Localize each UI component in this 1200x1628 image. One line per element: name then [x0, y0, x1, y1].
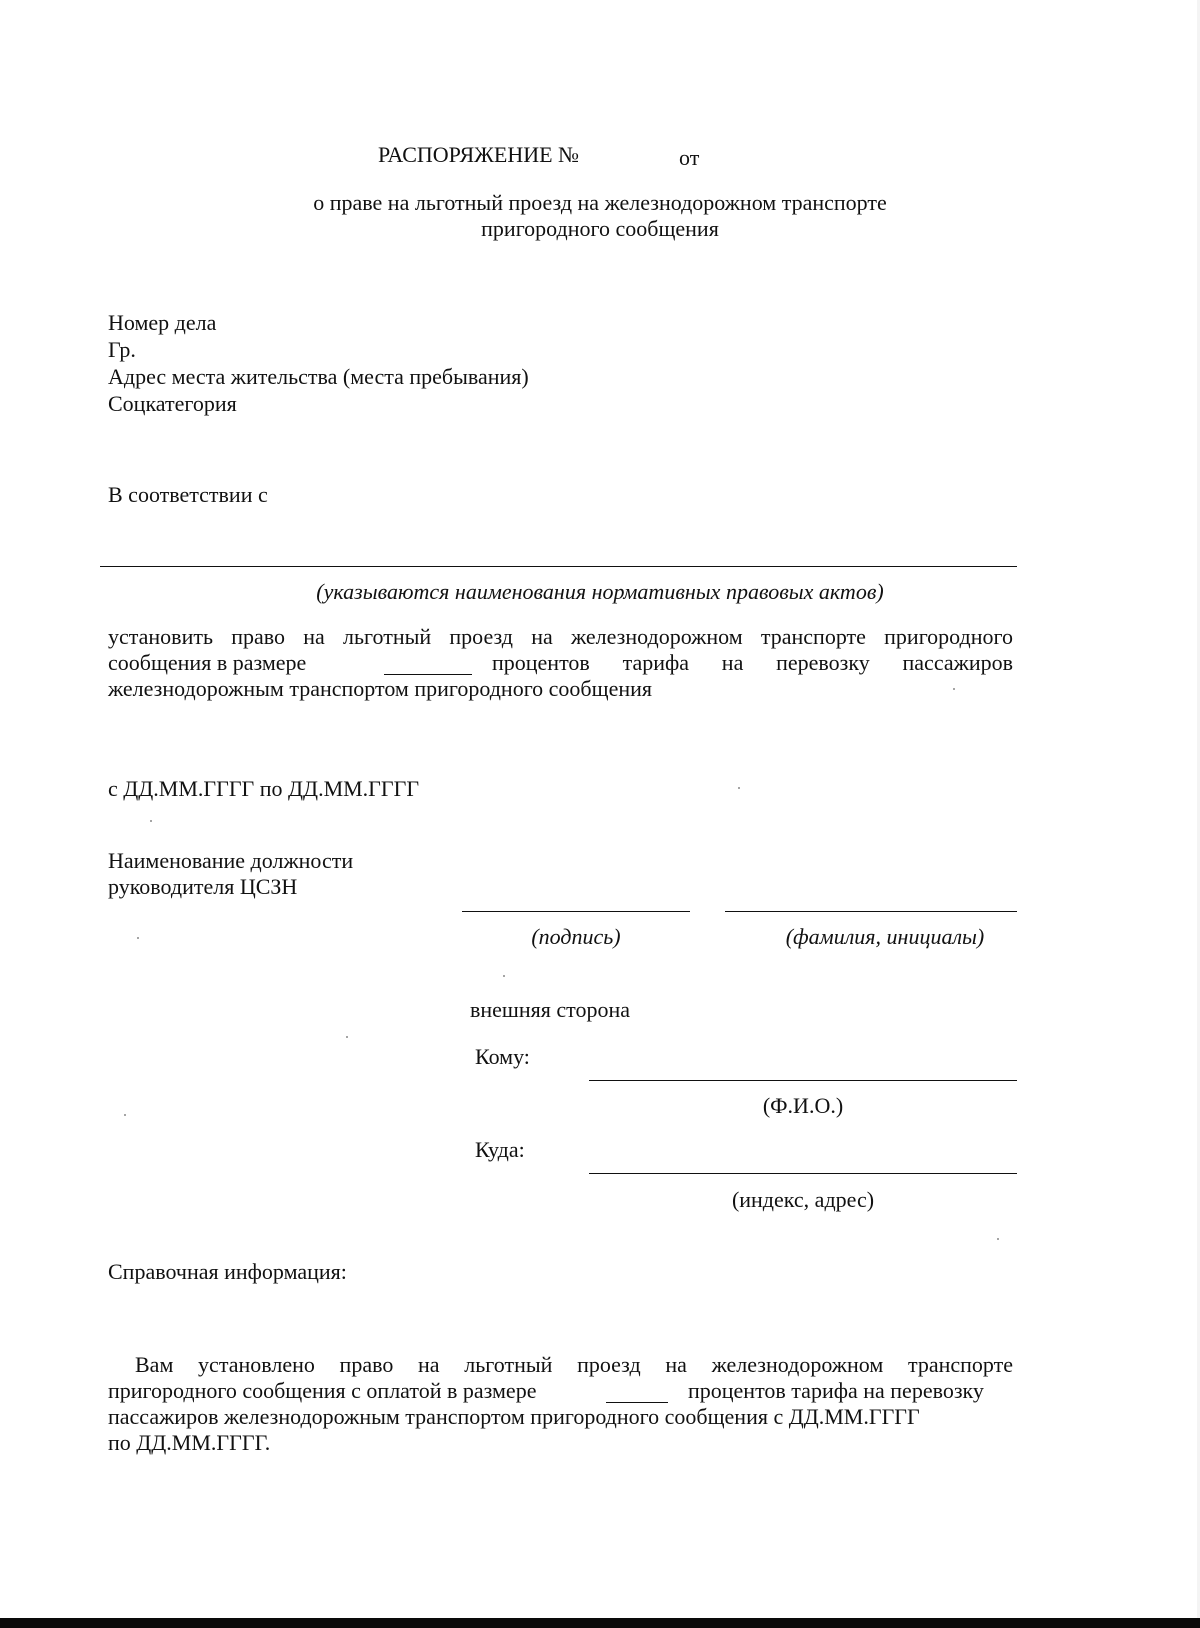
scan-speck	[150, 820, 152, 822]
envelope-side-label: внешняя сторона	[470, 997, 631, 1022]
recipient-label: Кому:	[475, 1044, 530, 1069]
decision-line1: установить право на льготный проезд на железнодорожном транспорте пригородного	[108, 624, 1013, 649]
decision-line2-start: сообщения в размере	[108, 650, 307, 675]
scan-speck	[503, 975, 505, 977]
scan-speck	[997, 1238, 999, 1240]
scan-speck	[137, 937, 139, 939]
signature-hint: (подпись)	[531, 924, 621, 949]
name-line	[725, 911, 1017, 912]
basis-prefix: В соответствии с	[108, 482, 268, 507]
address-to-line	[589, 1173, 1017, 1174]
reference-line2-end: процентов тарифа на перевозку	[688, 1378, 984, 1403]
scan-speck	[953, 688, 955, 690]
citizen-label: Гр.	[108, 337, 136, 362]
reference-line3: пассажиров железнодорожным транспортом пригородного сообщения с ДД.ММ.ГГГГ	[108, 1404, 920, 1429]
scan-speck	[124, 1114, 126, 1116]
recipient-hint: (Ф.И.О.)	[762, 1093, 844, 1118]
reference-line2-start: пригородного сообщения с оплатой в размере	[108, 1378, 537, 1403]
basis-hint: (указываются наименования нормативных правовых актов)	[316, 579, 884, 604]
document-title: РАСПОРЯЖЕНИЕ №	[378, 142, 580, 167]
reference-line1: Вам установлено право на льготный проезд на железнодорожном транспорте	[135, 1352, 1013, 1377]
address-label: Адрес места жительства (места пребывания)	[108, 364, 529, 389]
scan-speck	[346, 1036, 348, 1038]
document-title-date-label: от	[679, 145, 700, 170]
basis-underline	[100, 566, 1017, 567]
decision-line3: железнодорожным транспортом пригородного сообщения	[108, 676, 652, 701]
reference-line4: по ДД.ММ.ГГГГ.	[108, 1430, 271, 1455]
scan-bottom-border	[0, 1618, 1200, 1628]
period-text: с ДД.ММ.ГГГГ по ДД.ММ.ГГГГ	[108, 776, 420, 801]
recipient-line	[589, 1080, 1017, 1081]
document-subtitle-line1: о праве на льготный проезд на железнодорожном транспорте	[313, 190, 887, 215]
name-hint: (фамилия, инициалы)	[785, 924, 985, 949]
scan-speck	[738, 787, 740, 789]
address-to-label: Куда:	[475, 1137, 525, 1162]
position-line2: руководителя ЦСЗН	[108, 874, 298, 899]
position-line1: Наименование должности	[108, 848, 354, 873]
reference-percent-blank	[606, 1384, 668, 1403]
decision-line2-end: процентов тарифа на перевозку пассажиров	[492, 650, 1013, 675]
signature-line	[462, 911, 690, 912]
percent-blank	[384, 656, 472, 675]
reference-heading: Справочная информация:	[108, 1259, 347, 1284]
social-category-label: Соцкатегория	[108, 391, 237, 416]
case-number-label: Номер дела	[108, 310, 217, 335]
document-subtitle-line2: пригородного сообщения	[481, 216, 719, 241]
address-to-hint: (индекс, адрес)	[731, 1187, 875, 1212]
